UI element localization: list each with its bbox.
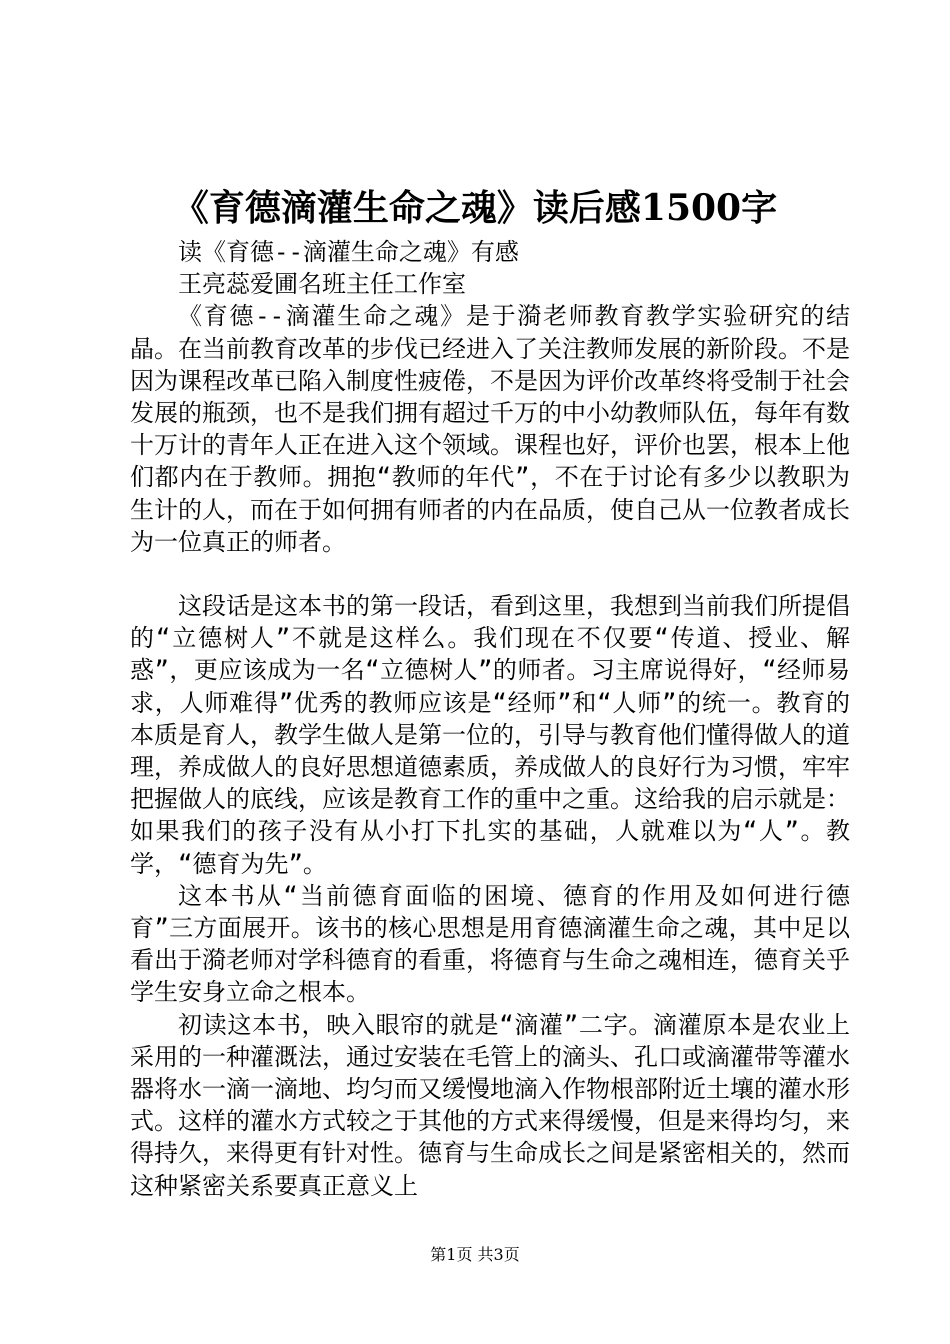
document-body <box>130 236 850 1202</box>
paragraph-4: 初读这本书，映入眼帘的就是“滴灌”二字。滴灌原本是农业上采用的一种灌溉法，通过安装在毛管上的滴头、孔口或滴灌带等灌水器将水一滴一滴地、均匀而又缓慢地滴入作物根部附近土壤的灌水形式。这样的灌水方式较之于其他的方式来得缓慢，但是来得均匀，来得持久，来得更有针对性。德育与生命成长之间是紧密相关的，然而这种紧密关系要真正意义上 <box>130 1010 850 1200</box>
document-title: 《育德滴灌生命之魂》读后感1500字 <box>172 187 778 229</box>
paragraph-1: 《育德--滴灌生命之魂》是于漪老师教育教学实验研究的结晶。在当前教育改革的步伐已经进入了关注教师发展的新阶段。不是因为课程改革已陷入制度性疲倦，不是因为评价改革终将受制于社会发展的瓶颈，也不是我们拥有超过千万的中小幼教师队伍，每年有数十万计的青年人正在进入这个领域。课程也好，评价也罢，根本上他们都内在于教师。拥抱“教师的年代”，不在于讨论有多少以教职为生计的人，而在于如何拥有师者的内在品质，使自己从一位教者成长为一位真正的师者。 <box>130 302 850 556</box>
author-line: 王亮蕊爱圃名班主任工作室 <box>178 270 466 299</box>
paragraph-2: 这段话是这本书的第一段话，看到这里，我想到当前我们所提倡的“立德树人”不就是这样么。我们现在不仅要“传道、授业、解惑”，更应该成为一名“立德树人”的师者。习主席说得好，“经师易求，人师难得”优秀的教师应该是“经师”和“人师”的统一。教育的本质是育人，教学生做人是第一位的，引导与教育他们懂得做人的道理，养成做人的良好思想道德素质，养成做人的良好行为习惯，牢牢把握做人的底线，应该是教育工作的重中之重。这给我的启示就是：如果我们的孩子没有从小打下扎实的基础，人就难以为“人”。教学，“德育为先”。 <box>130 592 850 878</box>
subtitle-line: 读《育德--滴灌生命之魂》有感 <box>178 238 519 266</box>
paragraph-spacer <box>130 558 850 590</box>
paragraph-3: 这本书从“当前德育面临的困境、德育的作用及如何进行德育”三方面展开。该书的核心思想是用育德滴灌生命之魂，其中足以看出于漪老师对学科德育的看重，将德育与生命之魂相连，德育关乎学生安身立命之根本。 <box>130 881 850 1007</box>
page-footer: 第1页 共3页 <box>430 1245 520 1264</box>
